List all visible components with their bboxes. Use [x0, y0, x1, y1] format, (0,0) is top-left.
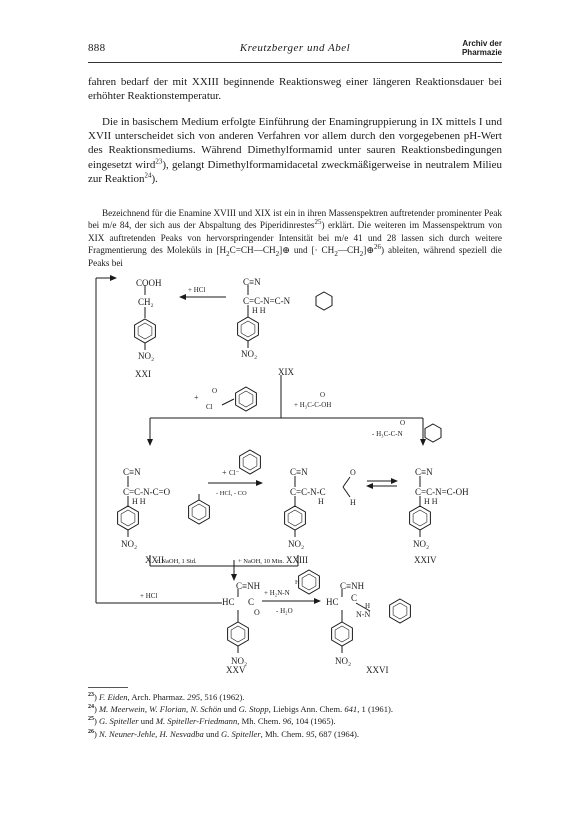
atom-label: O: [400, 419, 406, 427]
footnote-authors: M. Spiteller-Friedmann: [155, 716, 238, 727]
atom-label: NO₂: [121, 539, 138, 549]
footnote-number: 24: [88, 704, 94, 711]
compound-label: XXIV: [414, 555, 437, 565]
footnote-authors: N. Neuner-Jehle, H. Nesvadba: [99, 728, 204, 739]
atom-label: O: [254, 608, 260, 617]
compound-label: XXII: [145, 555, 164, 565]
footnote-volume: 641: [344, 704, 358, 715]
footnote-authors: M. Meerwein, W. Florian, N. Schön: [99, 704, 222, 715]
reagent-label: - HCl, - CO: [216, 490, 247, 497]
journal-line-2: Pharmazie: [461, 48, 502, 57]
atom-label: Cl⁻: [229, 469, 240, 477]
footnote-text: , 516 (1962).: [200, 692, 245, 702]
reagent-label: +: [222, 468, 227, 477]
paragraph-3-text-f: ]⊕: [363, 245, 375, 256]
reagent-label: + HCl: [140, 592, 158, 600]
atom-label: O: [350, 468, 356, 477]
running-head-authors: Kreutzberger und Abel: [239, 42, 351, 54]
compound-label: XXV: [226, 665, 246, 673]
atom-label: COOH: [136, 278, 162, 288]
compound-XIX: [238, 285, 332, 348]
footnote-text: , Mh. Chem.: [237, 716, 283, 727]
atom-label: O: [320, 391, 326, 399]
atom-label: C≡N: [290, 467, 308, 477]
footnote-23: $^{23}$) F. Eiden, Arch. Pharmaz. 295, 516 (1962).: [88, 692, 245, 702]
reagent-label: + NaOH, 1 Std.: [156, 558, 197, 565]
footnote-number: 26: [88, 728, 94, 735]
paragraph-2-text-c: ).: [151, 172, 158, 185]
footnote-26: $^{26}$) N. Neuner-Jehle, H. Nesvadba und G. Spiteller, Mh. Chem. 95, 687 (1964).: [88, 728, 360, 739]
page-number: 888: [88, 42, 106, 54]
atom-label: NO₂: [335, 656, 352, 666]
subscript: 2: [334, 250, 338, 259]
atom-label: NO₂: [241, 349, 258, 359]
compound-XXIV: [410, 476, 431, 537]
footnote-number: 23: [88, 692, 94, 699]
paragraph-1: fahren bedarf der mit XXIII beginnende Reaktionsweg einer längeren Reaktionsdauer bei erhöhter Reaktionstemperatur.: [88, 76, 502, 103]
footnote-volume: 95: [306, 728, 315, 739]
reagent-label: + HCl: [188, 286, 206, 294]
footnote-24: $^{24}$) M. Meerwein, W. Florian, N. Schön und G. Stopp, Liebigs Ann. Chem. 641, 1 (1961).: [88, 704, 394, 715]
footnotes: [88, 691, 502, 740]
paragraph-3-text-g: ) ableiten, während speziell die Peaks bei: [88, 245, 503, 268]
footnote-ref: 24: [144, 171, 152, 180]
atom-label: H H: [424, 497, 438, 506]
atom-label: NO₂: [231, 656, 248, 666]
compound-XXII: [118, 476, 210, 537]
footnote-ref: 26: [374, 243, 382, 252]
paragraph-3-text-e: —CH: [337, 245, 360, 256]
footnote-rule: [88, 687, 128, 688]
footnote-text: , Mh. Chem.: [260, 728, 307, 739]
footnote-25: $^{25}$) G. Spiteller und M. Spiteller-Friedmann, Mh. Chem. 96, 104 (1965).: [88, 716, 336, 727]
compound-XXVI: [332, 589, 411, 653]
atom-label: H: [295, 579, 300, 586]
atom-label: C≡N: [415, 467, 433, 477]
compound-XXIII: [285, 476, 350, 537]
footnote-text: und: [203, 728, 222, 739]
atom-label: NO₂: [413, 539, 430, 549]
compound-label: XXVI: [366, 665, 389, 673]
footnote-ref: 25: [314, 218, 322, 227]
paragraph-3-text-b: ) erklärt. Die weiteren im Massenspektrum von XIX auftretenden Peaks von hervorspringender Intensität bei m/e 41 und 28 lassen sich durch weitere Fragmentierung des Moleküls in [H: [88, 220, 502, 256]
header-rule: [88, 62, 502, 63]
atom-label: C=C-N=C-OH: [415, 487, 469, 497]
atom-label: CH₂: [138, 297, 154, 307]
reagent-label: +: [194, 393, 199, 402]
paragraph-2-text-a: Die in basischem Medium erfolgte Einführung der Enamingruppierung in IX mittels I und XVII unterscheidet sich von anderen Verfahren vor allem durch den vorgegebenen pH-Wert des Reaktionsmediums. Während Dimethylformamid unter sauren Reaktionsbedingungen eingesetzt wird: [88, 116, 502, 171]
journal-line-1: Archiv der: [462, 39, 502, 48]
subscript: 2: [275, 250, 280, 259]
subscript: 2: [359, 250, 364, 259]
paragraph-2: [88, 115, 502, 186]
footnote-text: , 687 (1964).: [314, 728, 360, 739]
paragraph-3-text-d: ]⊕ und [· CH: [279, 245, 335, 256]
footnote-authors: G. Spiteller: [99, 716, 139, 727]
atom-label: C≡N: [123, 467, 141, 477]
atom-label: C: [351, 593, 358, 603]
atom-label: C=C-N-C=O: [123, 487, 171, 497]
atom-label: NO₂: [138, 351, 155, 361]
reagent-label: - H₂O: [276, 607, 293, 615]
footnote-text: und: [221, 704, 239, 715]
atom-label: H: [318, 497, 324, 506]
paragraph-3-text-a: Bezeichnend für die Enamine XVIII und XIX ist ein in ihren Massenspektren auftretender prominenter Peak bei m/e 84, der sich aus der Abspaltung des Piperidinrestes: [88, 208, 502, 231]
atom-label: C≡N: [243, 277, 261, 287]
footnote-text: , Liebigs Ann. Chem.: [268, 704, 345, 715]
reagent-label: + H₃C-C-OH: [294, 401, 332, 409]
paragraph-3: [88, 207, 502, 269]
atom-label: C=C-N-C: [290, 487, 326, 497]
footnote-text: und: [138, 716, 156, 727]
atom-label: H: [350, 498, 356, 507]
footnote-text: , Arch. Pharmaz.: [127, 692, 188, 702]
reaction-scheme-svg: [88, 275, 502, 673]
footnote-text: , 1 (1961).: [357, 704, 394, 715]
reagent-label: - H₃C-C-N: [372, 430, 403, 438]
footnote-text: , 104 (1965).: [291, 716, 336, 727]
atom-label: C≡NH: [340, 581, 365, 591]
reagent-label: + NaOH, 10 Min.: [238, 558, 285, 565]
atom-label: N-N: [356, 610, 371, 619]
footnote-authors: F. Eiden: [99, 692, 128, 702]
atom-label: HC: [326, 597, 339, 607]
atom-label: H: [365, 602, 371, 610]
reaction-scheme: [88, 275, 502, 673]
reagent-label: + H₂N-N: [264, 589, 290, 597]
atom-label: Cl: [206, 403, 213, 411]
journal-name: [462, 39, 502, 57]
paragraph-2-text-b: ), gelangt Dimethylformamidacetal zweckmäßigerweise in neutralem Milieu zur Reaktion: [88, 158, 502, 185]
footnote-ref: 23: [155, 156, 163, 165]
paragraph-3-text-c: C=CH—CH: [229, 245, 276, 256]
compound-label: XXIII: [286, 555, 308, 565]
footnote-authors: G. Spiteller: [221, 728, 261, 739]
atom-label: NO₂: [288, 539, 305, 549]
footnote-authors: G. Stopp: [238, 704, 269, 715]
compound-label: XXI: [135, 369, 151, 379]
running-header: [88, 39, 502, 61]
atom-label: H H: [132, 497, 146, 506]
compound-XXI: [135, 285, 156, 350]
atom-label: H H: [252, 306, 266, 315]
atom-label: O: [212, 387, 218, 395]
subscript: 2: [226, 250, 230, 259]
footnote-volume: 96: [282, 716, 292, 727]
atom-label: C≡NH: [236, 581, 261, 591]
compound-label: XIX: [278, 367, 294, 377]
atom-label: C: [248, 597, 255, 607]
footnote-number: 25: [88, 716, 94, 723]
atom-label: HC: [222, 597, 235, 607]
footnote-volume: 295: [187, 692, 201, 702]
atom-label: C=C-N=C-N: [243, 296, 291, 306]
